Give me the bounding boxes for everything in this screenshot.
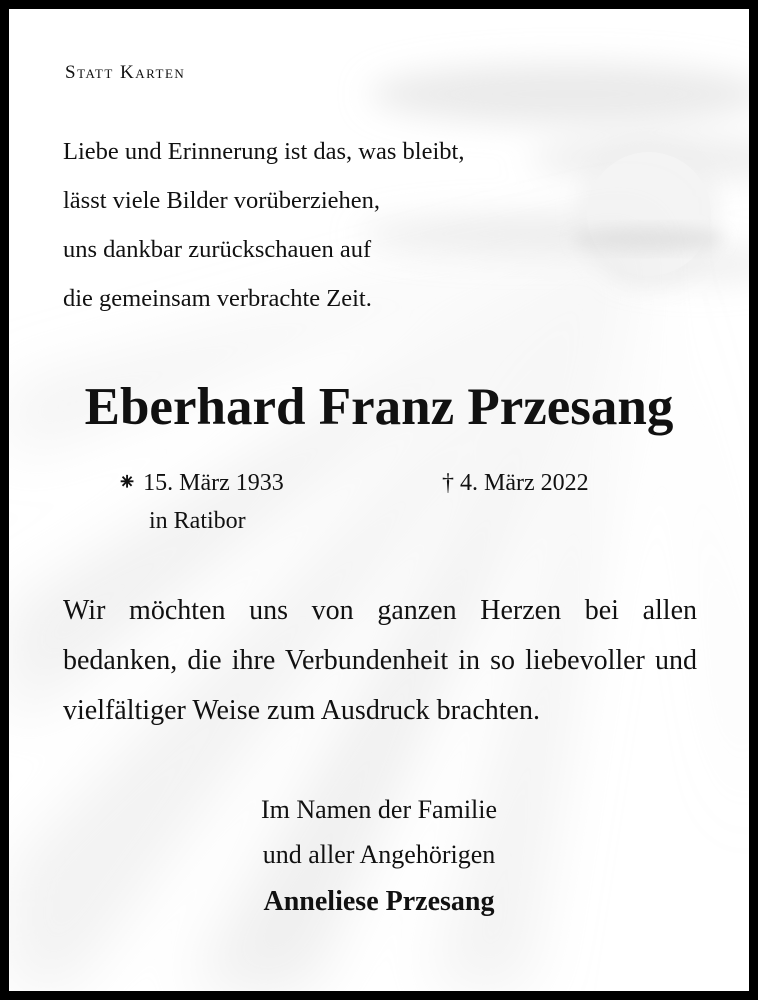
poem-line: Liebe und Erinnerung ist das, was bleibt, (63, 138, 465, 165)
closing-line: Im Namen der Familie (260, 795, 498, 824)
signer-name: Anneliese Przesang (263, 886, 495, 917)
poem-line: uns dankbar zurückschauen auf (63, 236, 372, 263)
birth-date: ⁕ 15. März 1933 (117, 470, 284, 496)
poem (63, 127, 464, 323)
birth-place: in Ratibor (149, 508, 246, 534)
deceased-name: Eberhard Franz Przesang (84, 378, 674, 436)
closing-line: und aller Angehörigen (262, 840, 496, 869)
header-statt-karten: Statt Karten (65, 62, 186, 83)
death-date: † 4. März 2022 (442, 470, 589, 496)
closing-lines (9, 787, 749, 877)
thank-you-message: Wir möchten uns von ganzen Herzen bei allen bedanken, die ihre Verbundenheit in so liebevoller und vielfältiger Weise zum Ausdruck brachten. (63, 595, 697, 726)
poem-line: lässt viele Bilder vorüberziehen, (63, 187, 381, 214)
birth-info (117, 464, 284, 540)
poem-line: die gemeinsam verbrachte Zeit. (63, 285, 372, 312)
